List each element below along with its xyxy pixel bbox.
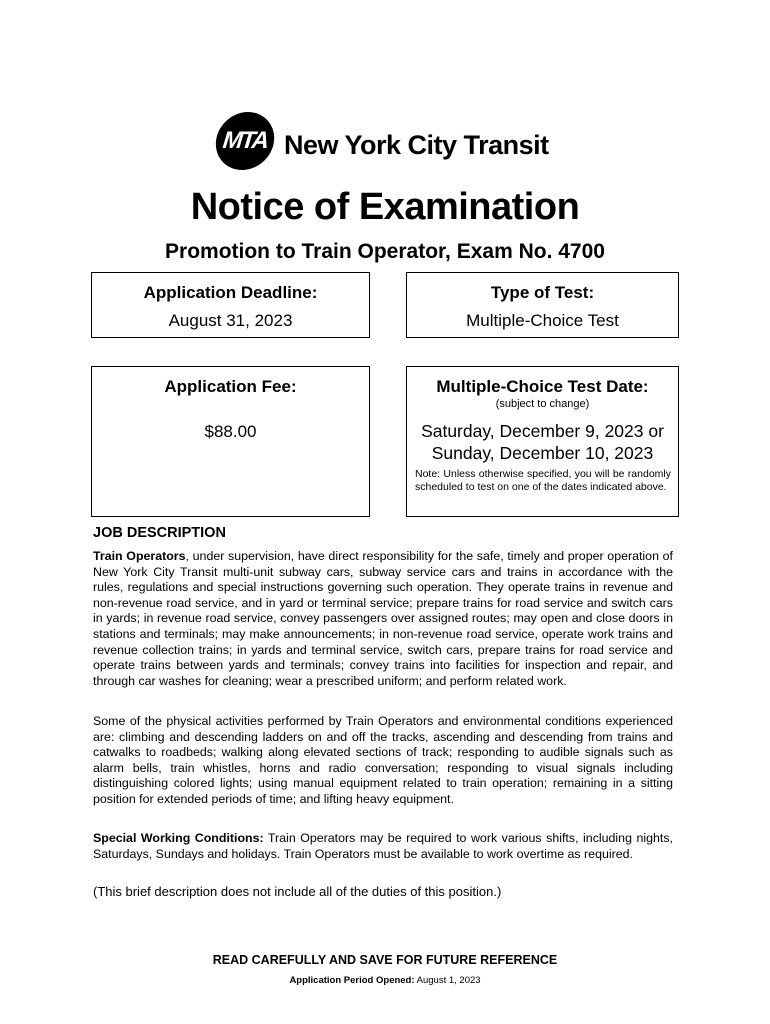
test-type-label: Type of Test: xyxy=(490,283,595,302)
test-date-line-1: Saturday, December 9, 2023 or xyxy=(421,421,664,441)
job-description-heading: JOB DESCRIPTION xyxy=(93,525,226,541)
brand-name: New York City Transit xyxy=(284,129,549,160)
page-subtitle: Promotion to Train Operator, Exam No. 4700 xyxy=(165,240,605,263)
test-type-value: Multiple-Choice Test xyxy=(466,311,619,330)
test-date-note: Note: Unless otherwise specified, you will be randomly scheduled to test on one of the dates indicated above. xyxy=(415,468,671,493)
opened-label: Application Period Opened: xyxy=(289,975,415,986)
paragraph-1-body: , under supervision, have direct responsibility for the safe, timely and proper operation of New York City Transit multi-unit subway cars, subway service cars and trains in accordance with the rules, regulations and special instructions governing such operation. They operate trains in revenue and non-revenue road service, and in yard or terminal service; prepare trains for road service and switch cars in yards; in revenue road service, convey passengers over assigned routes; may open and close doors in stations and terminals; may make announcements; in non-revenue road service, operate work trains and revenue collection trains; in yards and terminal service, switch cars, prepare trains for road service and operate trains between yards and terminals; convey trains into facilities for inspection and repair, and through car washes for cleaning; wear a prescribed uniform; and perform related work. xyxy=(93,549,673,688)
description-disclaimer: (This brief description does not include all of the duties of this position.) xyxy=(93,884,502,899)
test-dates xyxy=(407,420,678,464)
page-title: Notice of Examination xyxy=(190,186,580,228)
fee-value: $88.00 xyxy=(204,422,257,441)
opened-value: August 1, 2023 xyxy=(414,975,481,986)
brand-header xyxy=(216,110,549,172)
train-operators-lead: Train Operators xyxy=(93,549,186,563)
mta-logo-text: MTA xyxy=(221,127,269,154)
job-description-paragraph-2: Some of the physical activities performed by Train Operators and environmental conditions experienced are: climbing and descending ladders on and off the tracks, ascending and descending from trains and catwalks to roadbeds; walking along elevated sections of track; responding to audible signals such as alarm bells, train whistles, horns and radio conversation; responding to visual signals including distinguishing colored lights; using manual equipment related to train operation; remaining in a sitting position for extended periods of time; and lifting heavy equipment. xyxy=(93,714,673,806)
application-period-opened xyxy=(0,975,770,986)
test-date-line-2: Sunday, December 10, 2023 xyxy=(431,443,654,463)
special-conditions-paragraph xyxy=(93,831,673,862)
job-description-paragraph-1 xyxy=(93,549,673,689)
special-conditions-lead: Special Working Conditions: xyxy=(93,831,264,845)
application-deadline-box xyxy=(91,272,370,338)
special-conditions-body: Train Operators may be required to work various shifts, including nights, Saturdays, Sundays and holidays. Train Operators must be available to work overtime as required. xyxy=(93,831,674,861)
mta-logo xyxy=(213,112,277,170)
test-type-box xyxy=(406,272,679,338)
read-carefully-notice: READ CAREFULLY AND SAVE FOR FUTURE REFERENCE xyxy=(212,953,558,967)
deadline-label: Application Deadline: xyxy=(143,283,318,302)
test-date-subnote: (subject to change) xyxy=(495,398,590,410)
fee-label: Application Fee: xyxy=(164,377,297,396)
test-date-box xyxy=(406,366,679,517)
application-fee-box xyxy=(91,366,370,517)
deadline-value: August 31, 2023 xyxy=(168,311,293,330)
test-date-label: Multiple-Choice Test Date: xyxy=(436,377,649,396)
